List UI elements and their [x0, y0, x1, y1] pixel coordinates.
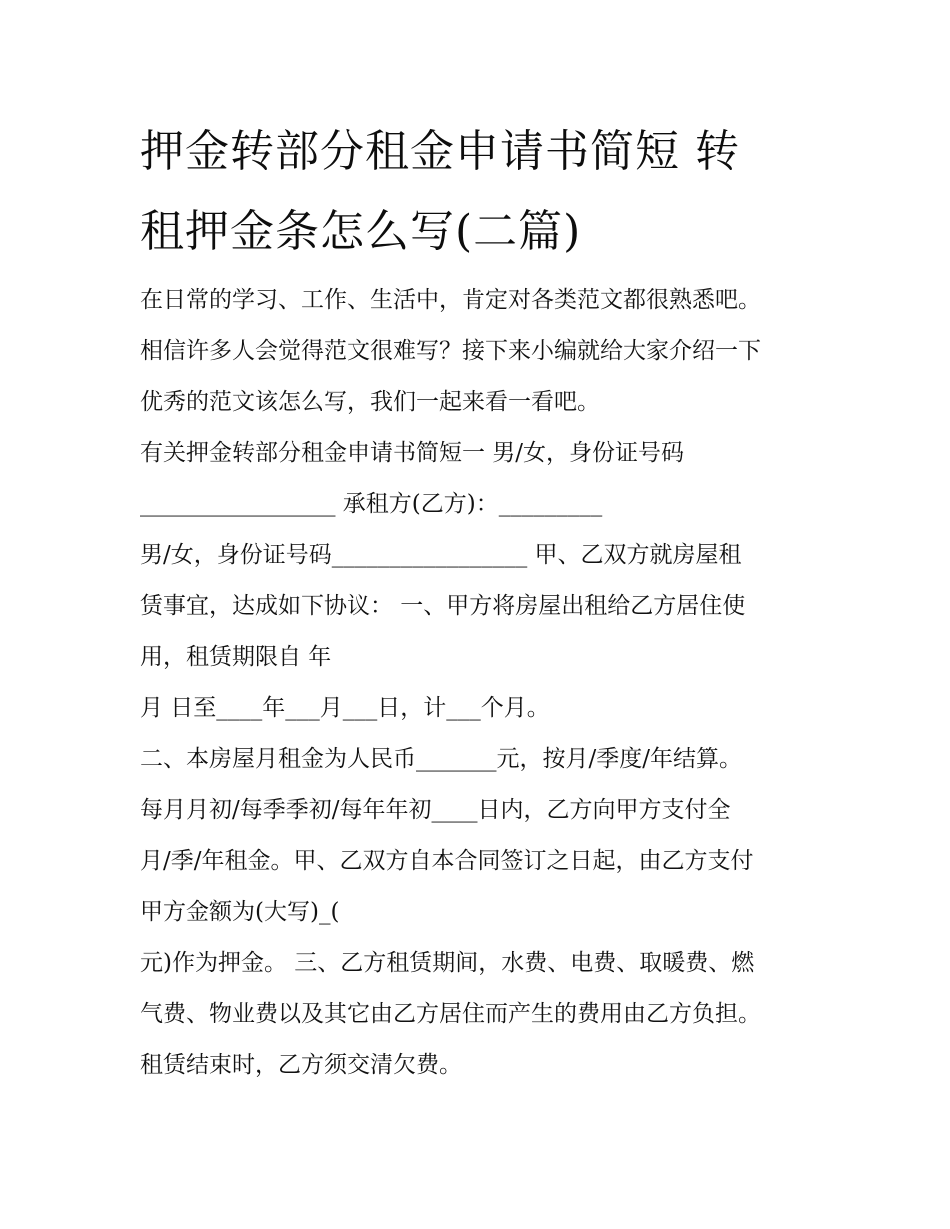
body-line-4: 有关押金转部分租金申请书简短一 男/女，身份证号码 — [140, 440, 685, 466]
body-line-9: 月 日至____年___月___日，计___个月。 — [140, 695, 550, 721]
body-line-3: 优秀的范文该怎么写，我们一起来看一看吧。 — [140, 389, 600, 415]
body-line-12: 月/季/年租金。甲、乙双方自本合同签订之日起，由乙方支付 — [140, 848, 754, 874]
title-line-1: 押金转部分租金申请书简短 转 — [140, 126, 740, 177]
body-line-15: 气费、物业费以及其它由乙方居住而产生的费用由乙方负担。 — [140, 1001, 761, 1027]
body-line-11: 每月月初/每季季初/每年年初____日内，乙方向甲方支付全 — [140, 797, 731, 823]
title-line-2: 租押金条怎么写(二篇) — [140, 206, 582, 257]
body-line-16: 租赁结束时，乙方须交清欠费。 — [140, 1052, 462, 1078]
body-line-10: 二、本房屋月租金为人民币_______元，按月/季度/年结算。 — [140, 746, 742, 772]
body-line-13: 甲方金额为(大写)_( — [140, 899, 340, 925]
body-line-8: 用，租赁期限自 年 — [140, 644, 332, 670]
body-line-6: 男/女，身份证号码_________________ 甲、乙双方就房屋租 — [140, 542, 742, 568]
body-line-14: 元)作为押金。 三、乙方租赁期间，水费、电费、取暖费、燃 — [140, 950, 755, 976]
body-line-2: 相信许多人会觉得范文很难写？接下来小编就给大家介绍一下 — [140, 338, 761, 364]
document-title — [140, 112, 840, 272]
body-line-5: _________________ 承租方(乙方)：_________ — [140, 491, 603, 517]
body-line-7: 赁事宜，达成如下协议： 一、甲方将房屋出租给乙方居住使 — [140, 593, 746, 619]
body-line-1: 在日常的学习、工作、生活中，肯定对各类范文都很熟悉吧。 — [140, 287, 761, 313]
